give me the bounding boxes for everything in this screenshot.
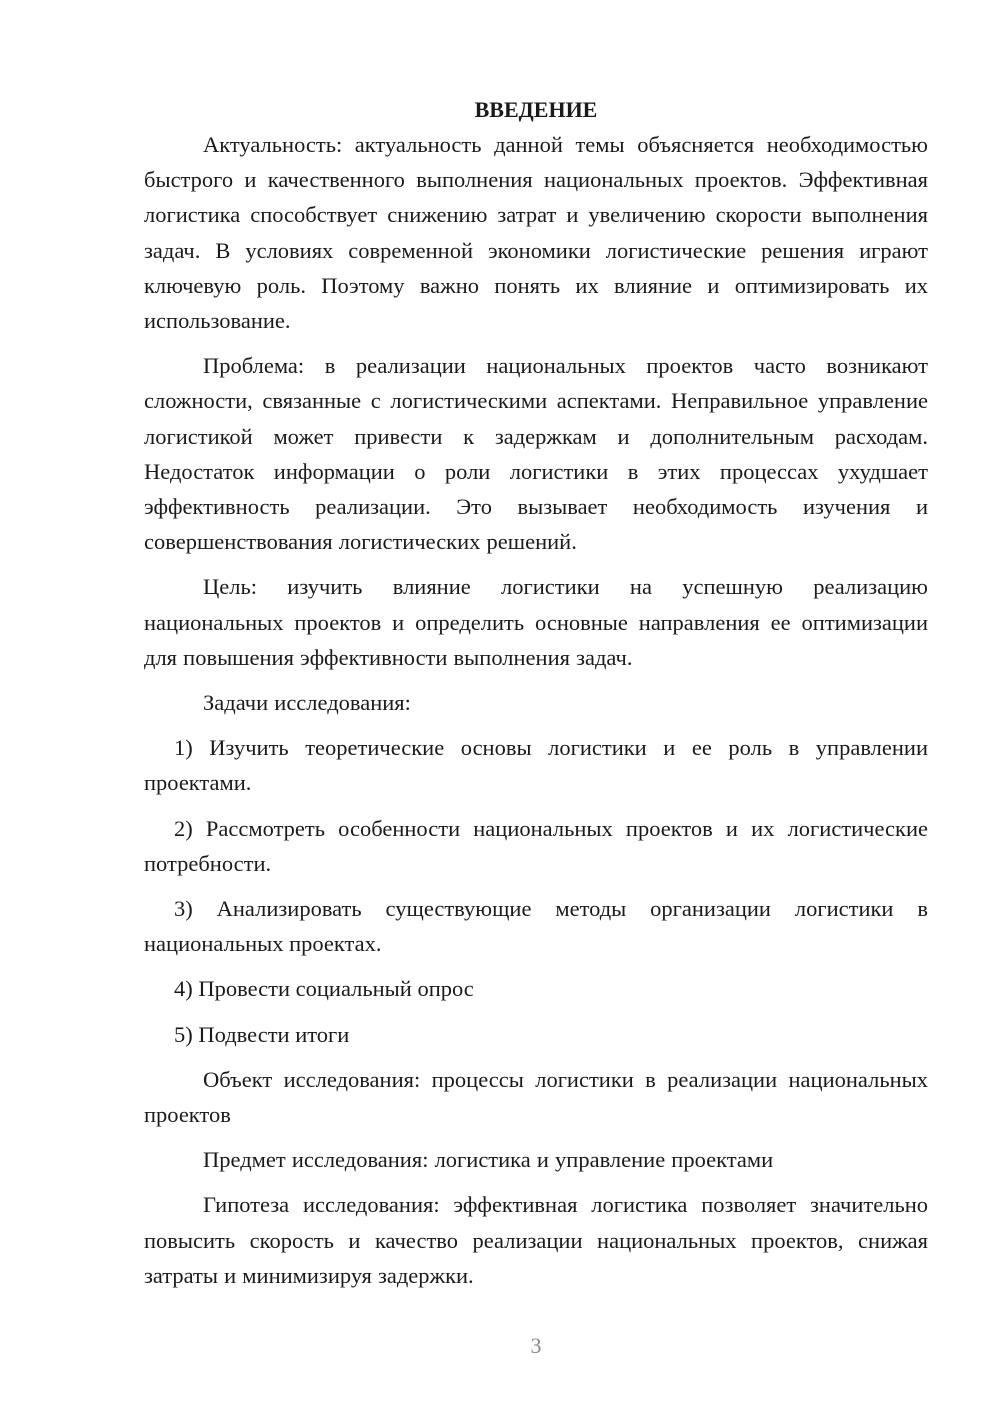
goal-paragraph: Цель: изучить влияние логистики на успешную реализацию национальных проектов и определить основные направления ее оптимизации для повышения эффективности выполнения задач.	[144, 574, 928, 670]
task-item-1: 1) Изучить теоретические основы логистики и ее роль в управлении проектами.	[144, 735, 928, 796]
document-page	[144, 94, 928, 1293]
object-paragraph: Объект исследования: процессы логистики в реализации национальных проектов	[144, 1066, 928, 1128]
task-item-3: 3) Анализировать существующие методы организации логистики в национальных проектах.	[144, 896, 928, 957]
problem-paragraph: Проблема: в реализации национальных проектов часто возникают сложности, связанные с логистическими аспектами. Неправильное управление логистикой может привести к задержкам и дополнительным расходам. Недостаток информации о роли логистики в этих процессах ухудшает эффективность реализации. Это вызывает необходимость изучения и совершенствования логистических решений.	[144, 353, 928, 555]
tasks-title: Задачи исследования:	[203, 690, 411, 716]
subject-paragraph: Предмет исследования: логистика и управление проектами	[203, 1147, 774, 1173]
section-heading: ВВЕДЕНИЕ	[474, 97, 598, 122]
task-item-4: 4) Провести социальный опрос	[174, 976, 474, 1002]
page-number: 3	[530, 1333, 542, 1358]
task-item-2: 2) Рассмотреть особенности национальных проектов и их логистические потребности.	[144, 815, 928, 876]
task-item-5: 5) Подвести итоги	[174, 1021, 350, 1047]
relevance-paragraph: Актуальность: актуальность данной темы объясняется необходимостью быстрого и качественного выполнения национальных проектов. Эффективная логистика способствует снижению затрат и увеличению скорости выполнения задач. В условиях современной экономики логистические решения играют ключевую роль. Поэтому важно понять их влияние и оптимизировать их использование.	[144, 132, 928, 334]
hypothesis-paragraph: Гипотеза исследования: эффективная логистика позволяет значительно повысить скорость и качество реализации национальных проектов, снижая затраты и минимизируя задержки.	[144, 1192, 928, 1288]
